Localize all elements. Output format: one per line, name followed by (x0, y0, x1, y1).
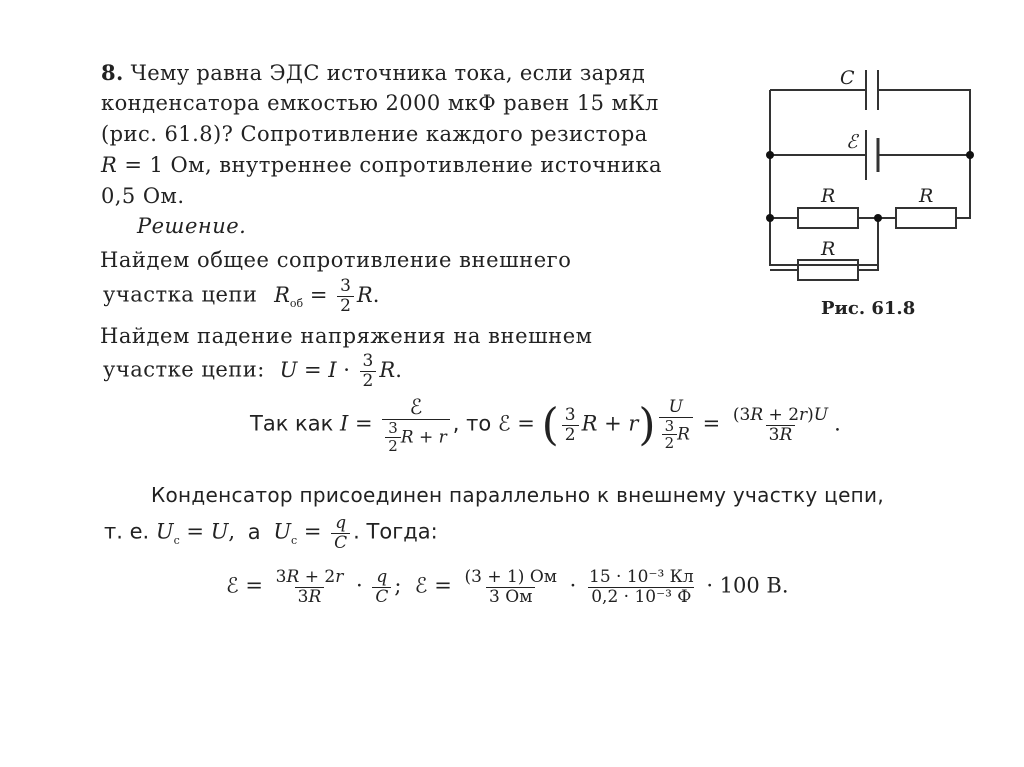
step1-text: участка цепи (103, 282, 258, 307)
top-wire (770, 90, 970, 155)
resistor-3 (798, 260, 858, 280)
label-r2: R (919, 185, 934, 207)
emf-derivation: Так как I = ℰ $\frac{3}{2}$ R + r , то ℰ = ( $\frac{3}{2}$ R + r) U $\frac{3}{2}$ R = $\frac{(3R + 2r)U}{3R}$ . (250, 395, 841, 455)
problem-line-2: конденсатора емкостью 2000 мкФ равен 15 мКл (101, 91, 659, 115)
step2-line-2 (103, 352, 402, 390)
resistor-1 (798, 208, 858, 228)
node-1 (766, 151, 774, 159)
problem-line-5: 0,5 Ом. (101, 184, 185, 208)
den-cap: 0,2 · 10⁻³ Ф (588, 587, 694, 607)
capacitor-prefix: т. е. (104, 519, 150, 544)
problem-var-r: R (101, 153, 118, 177)
step2-text: участке цепи: (103, 357, 265, 382)
label-r3: R (821, 238, 836, 260)
final-formula: ℰ = $\frac{3R + 2r}{3R}$ · $\frac{q}{C}$ ; ℰ = $\frac{(3 + 1) Ом}{3 Ом}$ · $\frac{\text{15 · 10⁻³ Кл}}{\text{0,2 · 10⁻³ Ф}}$ · 100 В. (226, 567, 789, 607)
result: · 100 В. (706, 573, 789, 598)
resistor-2 (896, 208, 956, 228)
step2-line-1: Найдем падение напряжения на внешнем (100, 324, 593, 348)
label-c: C (840, 67, 855, 89)
node-3 (766, 214, 774, 222)
capacitor-line-2: т. е. $U_c = U$, а $U_c$ = $\frac{q}{C}$ . Тогда: (104, 513, 438, 553)
problem-number: 8. (101, 60, 124, 85)
capacitor-line-1: Конденсатор присоединен параллельно к внешнему участку цепи, (151, 483, 884, 507)
then-text: , то (452, 411, 492, 436)
problem-line-4 (101, 155, 662, 176)
solution-heading: Решение. (137, 214, 247, 238)
problem-text-1: Чему равна ЭДС источника тока, если заряд (130, 61, 646, 85)
num-inner: (3 + 1) Ом (464, 567, 557, 587)
label-emf: ℰ (846, 131, 858, 153)
circuit-diagram (760, 60, 980, 290)
problem-line-3: (рис. 61.8)? Сопротивление каждого резистора (101, 122, 648, 146)
formula-r-total: $R_{об}$ = $\frac{3}{2}$ R. (274, 276, 380, 316)
capacitor-and: а (247, 519, 261, 544)
then-word: . Тогда: (353, 519, 438, 544)
figure-caption: Рис. 61.8 (821, 298, 916, 319)
step1-line-2 (103, 277, 379, 315)
problem-text-4: = 1 Ом, внутреннее сопротивление источника (117, 153, 663, 177)
node-2 (966, 151, 974, 159)
formula-voltage: U = I · $\frac{3}{2}$ R. (279, 351, 402, 391)
node-4 (874, 214, 882, 222)
step1-line-1: Найдем общее сопротивление внешнего (100, 248, 572, 272)
label-r1: R (821, 185, 836, 207)
num-charge: 15 · 10⁻³ Кл (589, 567, 694, 587)
den-inner: 3 Ом (486, 587, 535, 607)
problem-line-1 (101, 62, 645, 84)
since-text: Так как (250, 411, 334, 436)
